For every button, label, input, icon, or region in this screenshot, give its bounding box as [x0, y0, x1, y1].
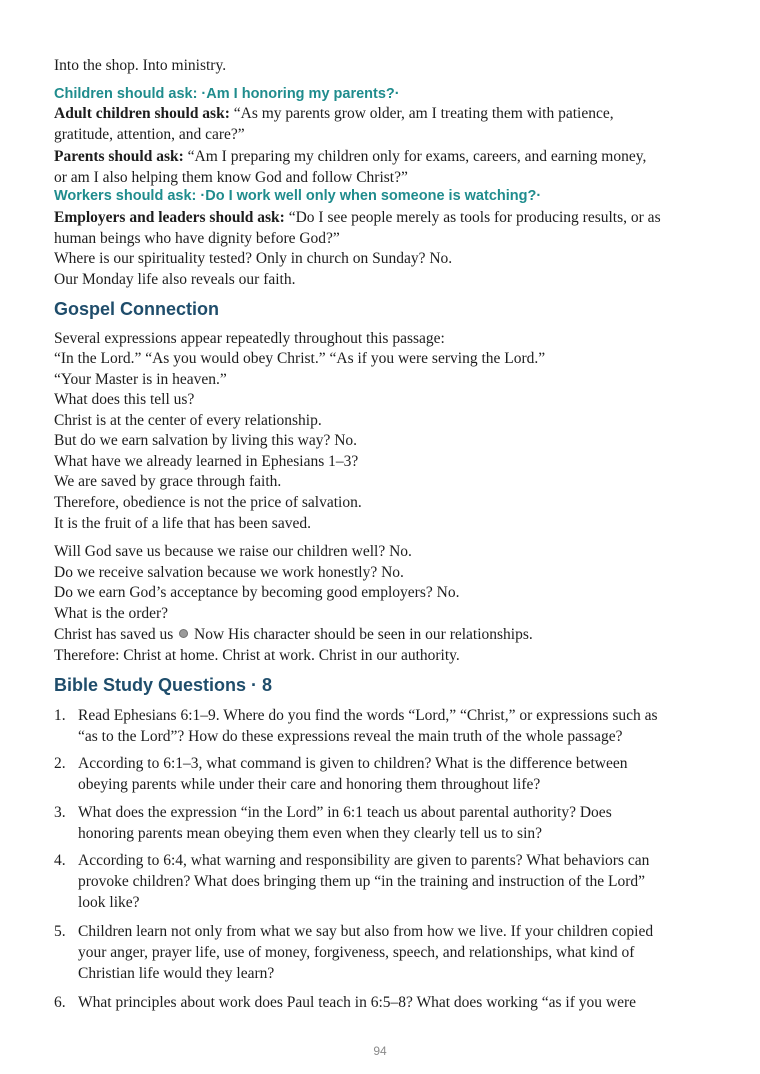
gospel-line: What does this tell us? [54, 391, 195, 408]
gospel-line: Therefore, obedience is not the price of salvation. [54, 494, 362, 511]
question-line: What does the expression “in the Lord” in 6:1 teach us about parental authority? Does [78, 804, 612, 821]
adult-children-label: Adult children should ask: [54, 105, 230, 122]
question-line: According to 6:1–3, what command is given to children? What is the difference between [78, 755, 628, 772]
question-line: your anger, prayer life, use of money, forgiveness, speech, and relationships, what kind of [78, 944, 635, 961]
employers-question [54, 208, 661, 228]
question-text [78, 850, 718, 913]
gospel-line: Do we receive salvation because we work honestly? No. [54, 564, 404, 581]
question-line: look like? [78, 894, 140, 911]
adult-children-text-cont: gratitude, attention, and care?” [54, 126, 245, 143]
question-line: honoring parents mean obeying them even when they clearly tell us to sin? [78, 825, 543, 842]
parents-question [54, 147, 646, 167]
question-line: Children learn not only from what we say but also from how we live. If your children copied [78, 923, 654, 940]
question-line: Christian life would they learn? [78, 965, 275, 982]
gospel-line: But do we earn salvation by living this way? No. [54, 432, 358, 449]
order-line [54, 625, 533, 645]
gospel-line: We are saved by grace through faith. [54, 473, 282, 490]
question-text [78, 921, 718, 984]
adult-children-text: “As my parents grow older, am I treating them with patience, [229, 105, 614, 122]
question-number: 6. [54, 994, 66, 1011]
gospel-line: Do we earn God’s acceptance by becoming good employers? No. [54, 584, 460, 601]
employers-label: Employers and leaders should ask: [54, 209, 285, 226]
order-before: Christ has saved us [54, 626, 174, 643]
gospel-line: Christ is at the center of every relationship. [54, 412, 322, 429]
bullet-dot-icon [179, 629, 188, 638]
question-line: Read Ephesians 6:1–9. Where do you find the words “Lord,” “Christ,” or expressions such as [78, 707, 658, 724]
question-line: “as to the Lord”? How do these expressions reveal the main truth of the whole passage? [78, 728, 623, 745]
question-text [78, 802, 718, 844]
question-line: According to 6:4, what warning and responsibility are given to parents? What behaviors can [78, 852, 650, 869]
gospel-line: It is the fruit of a life that has been saved. [54, 515, 311, 532]
workers-question: Workers should ask: ·Do I work well only when someone is watching?· [54, 188, 542, 204]
parents-label: Parents should ask: [54, 148, 184, 165]
order-after: Now His character should be seen in our relationships. [190, 626, 533, 643]
question-number: 3. [54, 804, 66, 821]
question-line: provoke children? What does bringing them up “in the training and instruction of the Lord” [78, 873, 646, 890]
gospel-line: What is the order? [54, 605, 169, 622]
question-text [78, 705, 718, 747]
parents-text: “Am I preparing my children only for exams, careers, and earning money, [183, 148, 647, 165]
gospel-line: Several expressions appear repeatedly throughout this passage: [54, 330, 445, 347]
question-number: 4. [54, 852, 66, 869]
monday-line: Our Monday life also reveals our faith. [54, 271, 296, 288]
parents-text-cont: or am I also helping them know God and follow Christ?” [54, 169, 408, 186]
question-line: What principles about work does Paul teach in 6:5–8? What does working “as if you were [78, 994, 636, 1011]
gospel-line: Will God save us because we raise our children well? No. [54, 543, 412, 560]
question-number: 2. [54, 755, 66, 772]
employers-text-cont: human beings who have dignity before God?” [54, 230, 340, 247]
intro-line: Into the shop. Into ministry. [54, 57, 227, 74]
adult-children-question [54, 104, 614, 124]
question-number: 5. [54, 923, 66, 940]
page-number: 94 [373, 1044, 387, 1058]
question-text [78, 753, 718, 795]
employers-text: “Do I see people merely as tools for producing results, or as [284, 209, 661, 226]
question-number: 1. [54, 707, 66, 724]
bible-study-heading: Bible Study Questions · 8 [54, 675, 273, 695]
gospel-connection-heading: Gospel Connection [54, 299, 220, 319]
therefore-line: Therefore: Christ at home. Christ at work. Christ in our authority. [54, 647, 460, 664]
children-question: Children should ask: ·Am I honoring my parents?· [54, 86, 400, 102]
gospel-line: What have we already learned in Ephesians 1–3? [54, 453, 359, 470]
gospel-line: “In the Lord.” “As you would obey Christ.” “As if you were serving the Lord.” [54, 350, 546, 367]
gospel-line: “Your Master is in heaven.” [54, 371, 227, 388]
spirituality-line: Where is our spirituality tested? Only in church on Sunday? No. [54, 250, 453, 267]
question-line: obeying parents while under their care and honoring them throughout life? [78, 776, 541, 793]
question-text [78, 992, 718, 1013]
